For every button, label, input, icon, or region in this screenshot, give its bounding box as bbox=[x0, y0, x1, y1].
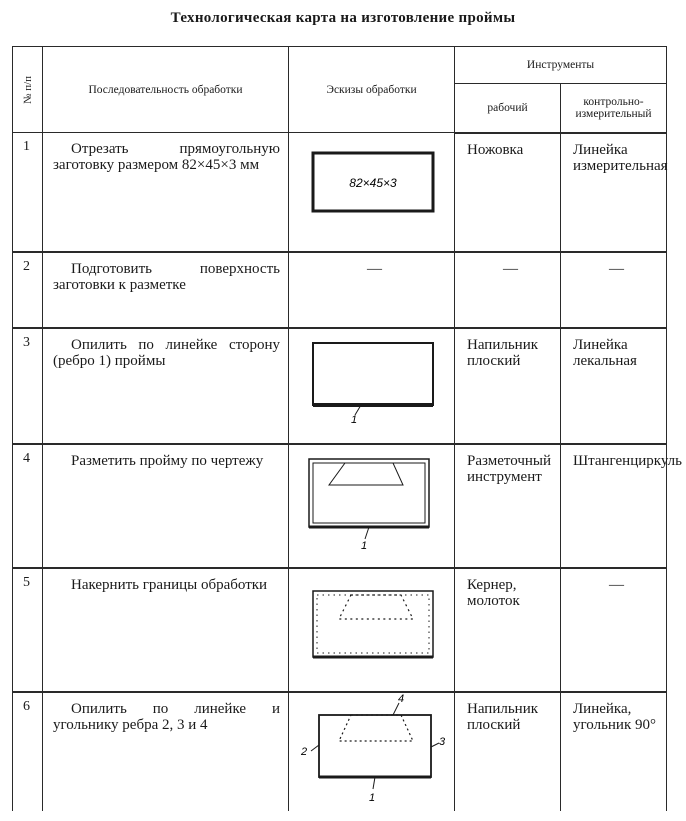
sketch-marking bbox=[289, 445, 455, 567]
sketch-dash: — bbox=[289, 252, 455, 328]
table-row bbox=[13, 328, 667, 444]
control-tool: Линейка измерительная bbox=[561, 133, 667, 253]
header-sequence: Последовательность обработки bbox=[43, 47, 289, 133]
table-row bbox=[13, 692, 667, 811]
edge-3-label: 3 bbox=[439, 736, 446, 748]
step-text: Накернить границы обработки bbox=[43, 568, 289, 692]
sketch-blank bbox=[289, 133, 455, 251]
row-number: 3 bbox=[13, 328, 43, 444]
edge-1-label: 1 bbox=[351, 414, 358, 426]
working-tool: Разметочный инструмент bbox=[455, 444, 561, 568]
row-number: 5 bbox=[13, 568, 43, 692]
control-tool: — bbox=[561, 252, 667, 328]
sketch-punched bbox=[289, 569, 455, 691]
header-num: № п/п bbox=[13, 47, 43, 133]
working-tool: Напильник плоский bbox=[455, 692, 561, 811]
header-control: контрольно-измерительный bbox=[561, 84, 667, 133]
sketch-final bbox=[289, 693, 455, 811]
edge-1-label: 1 bbox=[369, 792, 376, 804]
header-instruments: Инструменты bbox=[455, 47, 667, 84]
header-sketches: Эскизы обработки bbox=[289, 47, 455, 133]
step-text: Отрезать прямоугольную заготовку размером 82×45×3 мм bbox=[43, 133, 289, 253]
sketch-cell bbox=[289, 568, 455, 692]
edge-4-label: 4 bbox=[398, 693, 405, 705]
edge-1-label: 1 bbox=[361, 540, 368, 552]
step-text: Опилить по линейке сторону (ребро 1) проймы bbox=[43, 328, 289, 444]
table-row bbox=[13, 444, 667, 568]
sketch-cell bbox=[289, 444, 455, 568]
header-working: рабочий bbox=[455, 84, 561, 133]
row-number: 4 bbox=[13, 444, 43, 568]
control-tool: Линейка, угольник 90° bbox=[561, 692, 667, 811]
working-tool: Напильник плоский bbox=[455, 328, 561, 444]
page-title: Технологическая карта на изготовление проймы bbox=[170, 10, 516, 26]
control-tool: Линейка лекальная bbox=[561, 328, 667, 444]
table-row bbox=[13, 133, 667, 253]
working-tool: Ножовка bbox=[455, 133, 561, 253]
row-number: 1 bbox=[13, 133, 43, 253]
working-tool: — bbox=[455, 252, 561, 328]
working-tool: Кернер, молоток bbox=[455, 568, 561, 692]
sketch-cell bbox=[289, 328, 455, 444]
blank-size-label: 82×45×3 bbox=[349, 176, 397, 190]
sketch-edge1 bbox=[289, 329, 455, 443]
control-tool: — bbox=[561, 568, 667, 692]
step-text: Опилить по линейке и угольнику ребра 2, 3 и 4 bbox=[43, 692, 289, 811]
edge-2-label: 2 bbox=[301, 746, 308, 758]
sketch-cell bbox=[289, 692, 455, 811]
table-row bbox=[13, 252, 667, 328]
process-table bbox=[12, 46, 682, 811]
row-number: 2 bbox=[13, 252, 43, 328]
step-text: Разметить пройму по чертежу bbox=[43, 444, 289, 568]
sketch-cell bbox=[289, 133, 455, 253]
step-text: Подготовить поверхность заготовки к разметке bbox=[43, 252, 289, 328]
table-row bbox=[13, 568, 667, 692]
row-number: 6 bbox=[13, 692, 43, 811]
control-tool: Штангенциркуль bbox=[561, 444, 667, 568]
